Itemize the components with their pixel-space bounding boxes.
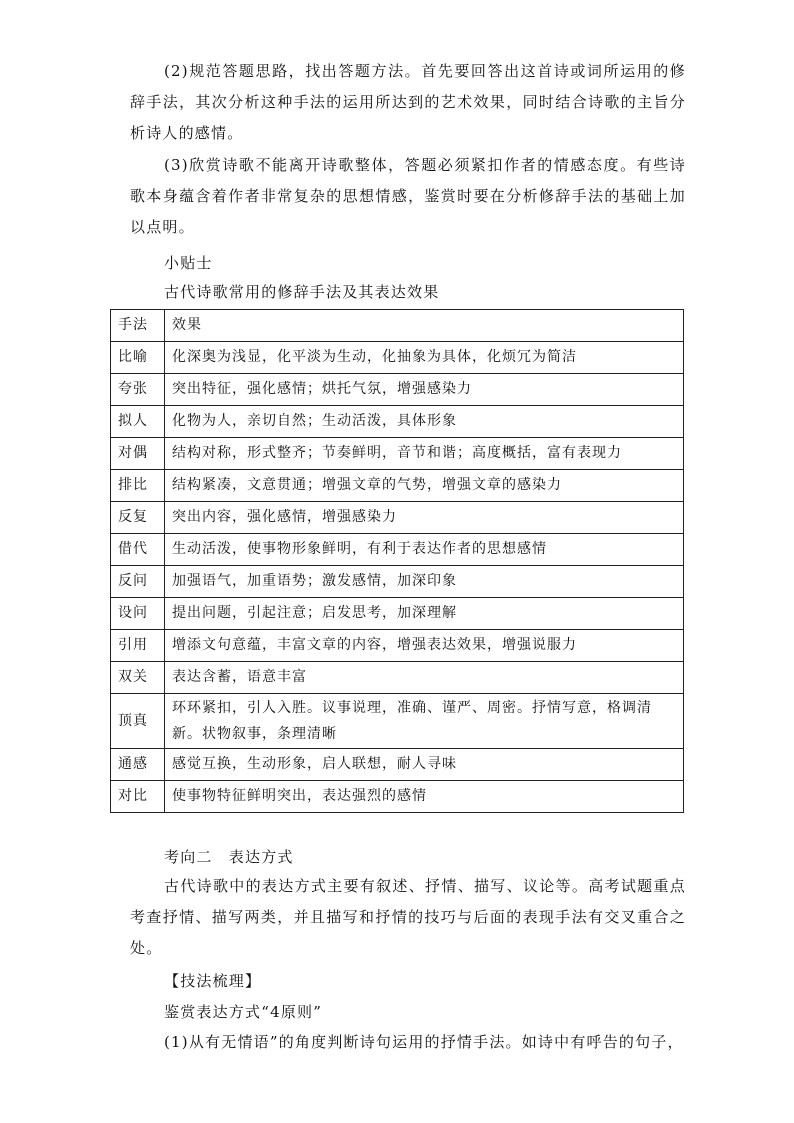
- table-row: [111, 342, 684, 374]
- table-row: [111, 566, 684, 598]
- paragraph-poem-appreciation: (3)欣赏诗歌不能离开诗歌整体，答题必须紧扣作者的情感态度。有些诗歌本身蕴含着作者非常复杂的思想情感，鉴赏时要在分析修辞手法的基础上加以点明。: [130, 156, 686, 236]
- principles-subheading: 鉴赏表达方式“4原则”: [164, 1003, 323, 1021]
- row-method: 反复: [111, 502, 165, 534]
- row-method: 设问: [111, 598, 165, 630]
- row-method: 双关: [111, 662, 165, 694]
- table-header-row: [111, 310, 684, 342]
- row-effect: 结构紧凑，文意贯通；增强文章的气势，增强文章的感染力: [165, 470, 684, 502]
- table-row: [111, 438, 684, 470]
- table-row: [111, 502, 684, 534]
- technique-bracket-heading: 【技法梳理】: [164, 972, 262, 990]
- table-row: [111, 406, 684, 438]
- row-effect: 化物为人，亲切自然；生动活泼，具体形象: [165, 406, 684, 438]
- section-heading: 考向二 表达方式: [164, 848, 294, 866]
- row-method: 对偶: [111, 438, 165, 470]
- tip-label: 小贴士: [164, 254, 213, 272]
- row-method: 拟人: [111, 406, 165, 438]
- row-method: 引用: [111, 630, 165, 662]
- row-effect: 加强语气，加重语势；激发感情，加深印象: [165, 566, 684, 598]
- table-row: [111, 598, 684, 630]
- row-method: 顶真: [111, 694, 165, 749]
- header-method: 手法: [111, 310, 165, 342]
- table-row: [111, 781, 684, 813]
- table-row: [111, 630, 684, 662]
- row-method: 通感: [111, 749, 165, 781]
- row-method: 排比: [111, 470, 165, 502]
- principle-item-1: (1)从有无情语”的角度判断诗句运用的抒情手法。如诗中有呼告的句子，: [164, 1033, 684, 1051]
- header-effect: 效果: [165, 310, 684, 342]
- row-effect: 提出问题，引起注意；启发思考，加深理解: [165, 598, 684, 630]
- table-row: [111, 374, 684, 406]
- row-effect: 使事物特征鲜明突出，表达强烈的感情: [165, 781, 684, 813]
- rhetoric-table: [110, 309, 684, 813]
- row-effect: 环环紧扣，引人入胜。议事说理，准确、谨严、周密。抒情写意，格调清新。状物叙事，条理清晰: [165, 694, 684, 749]
- section-intro: 古代诗歌中的表达方式主要有叙述、抒情、描写、议论等。高考试题重点考查抒情、描写两类，并且描写和抒情的技巧与后面的表现手法有交叉重合之处。: [130, 877, 686, 957]
- table-row: [111, 749, 684, 781]
- row-method: 对比: [111, 781, 165, 813]
- row-effect: 感觉互换，生动形象，启人联想，耐人寻味: [165, 749, 684, 781]
- row-effect: 结构对称，形式整齐；节奏鲜明，音节和谐；高度概括，富有表现力: [165, 438, 684, 470]
- row-effect: 化深奥为浅显，化平淡为生动，化抽象为具体，化烦冗为简洁: [165, 342, 684, 374]
- table-row: [111, 694, 684, 749]
- table-title: 古代诗歌常用的修辞手法及其表达效果: [164, 283, 440, 301]
- paragraph-answer-approach: (2)规范答题思路，找出答题方法。首先要回答出这首诗或词所运用的修辞手法，其次分析这种手法的运用所达到的艺术效果，同时结合诗歌的主旨分析诗人的感情。: [130, 62, 686, 142]
- row-method: 借代: [111, 534, 165, 566]
- table-row: [111, 662, 684, 694]
- row-effect: 表达含蓄，语意丰富: [165, 662, 684, 694]
- table-row: [111, 470, 684, 502]
- table-row: [111, 534, 684, 566]
- row-method: 反问: [111, 566, 165, 598]
- row-method: 比喻: [111, 342, 165, 374]
- row-method: 夸张: [111, 374, 165, 406]
- row-effect: 增添文句意蕴，丰富文章的内容，增强表达效果，增强说服力: [165, 630, 684, 662]
- row-effect: 生动活泼，使事物形象鲜明，有利于表达作者的思想感情: [165, 534, 684, 566]
- row-effect: 突出内容，强化感情，增强感染力: [165, 502, 684, 534]
- row-effect: 突出特征，强化感情；烘托气氛，增强感染力: [165, 374, 684, 406]
